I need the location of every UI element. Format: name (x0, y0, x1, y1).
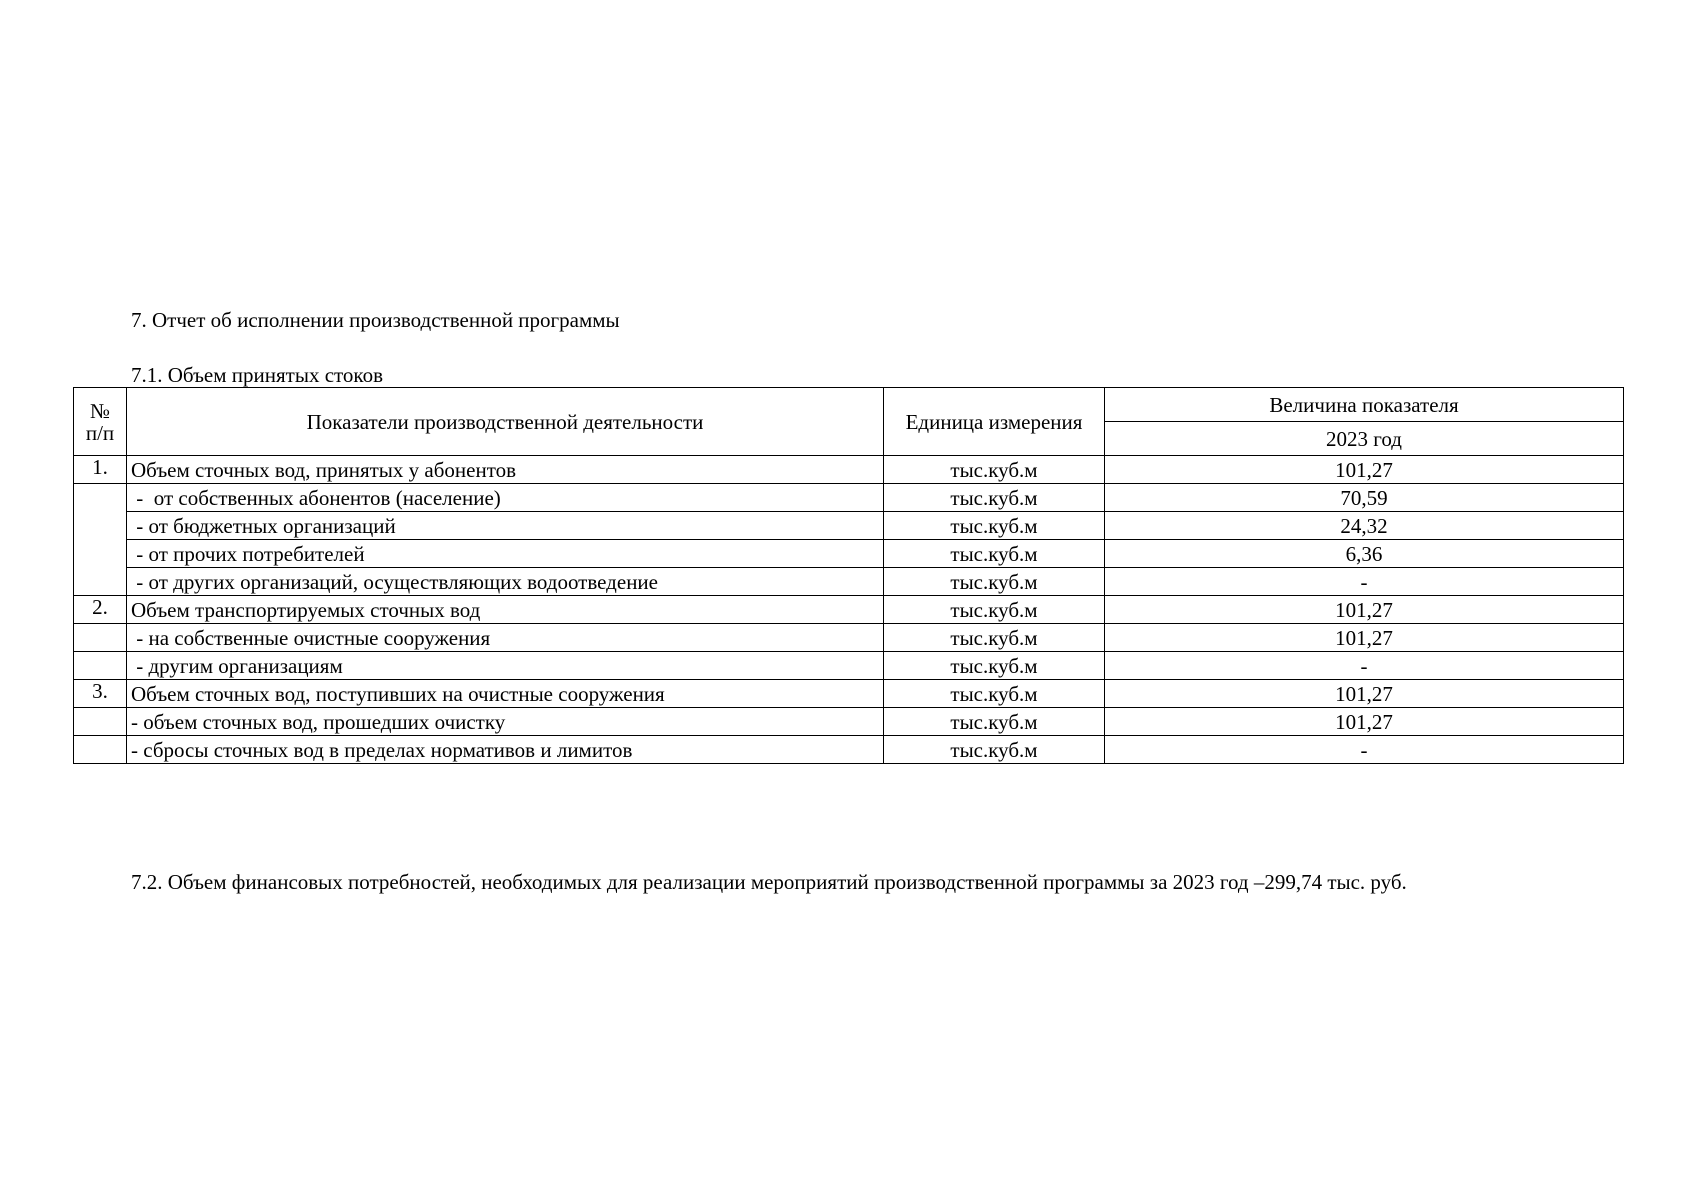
row-indicator: Объем сточных вод, поступивших на очистные сооружения (127, 680, 884, 708)
row-indicator: Объем сточных вод, принятых у абонентов (127, 456, 884, 484)
table-body (74, 456, 1624, 764)
table-row (74, 456, 1624, 484)
row-indicator: - от других организаций, осуществляющих водоотведение (127, 568, 884, 596)
row-indicator: - объем сточных вод, прошедших очистку (127, 708, 884, 736)
table-row (74, 540, 1624, 568)
row-number (74, 624, 127, 652)
row-unit: тыс.куб.м (884, 736, 1105, 764)
row-number: 1. (74, 456, 127, 484)
row-value: - (1105, 736, 1624, 764)
section-7-1-title: 7.1. Объем принятых стоков (131, 363, 383, 387)
table-row (74, 736, 1624, 764)
row-unit: тыс.куб.м (884, 540, 1105, 568)
row-unit: тыс.куб.м (884, 596, 1105, 624)
row-unit: тыс.куб.м (884, 512, 1105, 540)
row-unit: тыс.куб.м (884, 484, 1105, 512)
row-number (74, 652, 127, 680)
row-value: 101,27 (1105, 680, 1624, 708)
row-indicator: - сбросы сточных вод в пределах нормативов и лимитов (127, 736, 884, 764)
row-indicator: - от собственных абонентов (население) (127, 484, 884, 512)
row-value: 101,27 (1105, 456, 1624, 484)
header-year: 2023 год (1105, 422, 1624, 456)
row-number (74, 484, 127, 596)
row-number (74, 708, 127, 736)
row-value: 101,27 (1105, 596, 1624, 624)
sewage-volume-table (73, 387, 1624, 764)
row-unit: тыс.куб.м (884, 568, 1105, 596)
row-indicator: - другим организациям (127, 652, 884, 680)
row-unit: тыс.куб.м (884, 652, 1105, 680)
table-row (74, 568, 1624, 596)
row-number: 3. (74, 680, 127, 708)
header-unit: Единица измерения (884, 388, 1105, 456)
row-value: 6,36 (1105, 540, 1624, 568)
row-value: 101,27 (1105, 624, 1624, 652)
row-indicator: - от прочих потребителей (127, 540, 884, 568)
table-row (74, 708, 1624, 736)
row-unit: тыс.куб.м (884, 680, 1105, 708)
header-indicator: Показатели производственной деятельности (127, 388, 884, 456)
row-indicator: - на собственные очистные сооружения (127, 624, 884, 652)
row-value: - (1105, 652, 1624, 680)
row-indicator: - от бюджетных организаций (127, 512, 884, 540)
row-unit: тыс.куб.м (884, 624, 1105, 652)
table-row (74, 484, 1624, 512)
table-row (74, 596, 1624, 624)
header-number-pp: п/п (85, 420, 115, 445)
row-indicator: Объем транспортируемых сточных вод (127, 596, 884, 624)
row-unit: тыс.куб.м (884, 708, 1105, 736)
table-header-row (74, 388, 1624, 422)
table-row (74, 512, 1624, 540)
table-row (74, 652, 1624, 680)
header-number-cell (74, 388, 127, 456)
table-row (74, 680, 1624, 708)
row-value: 101,27 (1105, 708, 1624, 736)
row-value: 70,59 (1105, 484, 1624, 512)
header-value: Величина показателя (1105, 388, 1624, 422)
row-value: 24,32 (1105, 512, 1624, 540)
section-7-2-financial-text: 7.2. Объем финансовых потребностей, необходимых для реализации мероприятий производственной программы за 2023 год –299,74 тыс. руб. (131, 870, 1407, 894)
table-row (74, 624, 1624, 652)
row-number: 2. (74, 596, 127, 624)
row-value: - (1105, 568, 1624, 596)
row-unit: тыс.куб.м (884, 456, 1105, 484)
header-number-sign: № (89, 398, 111, 423)
row-number (74, 736, 127, 764)
section-7-title: 7. Отчет об исполнении производственной программы (131, 308, 620, 332)
